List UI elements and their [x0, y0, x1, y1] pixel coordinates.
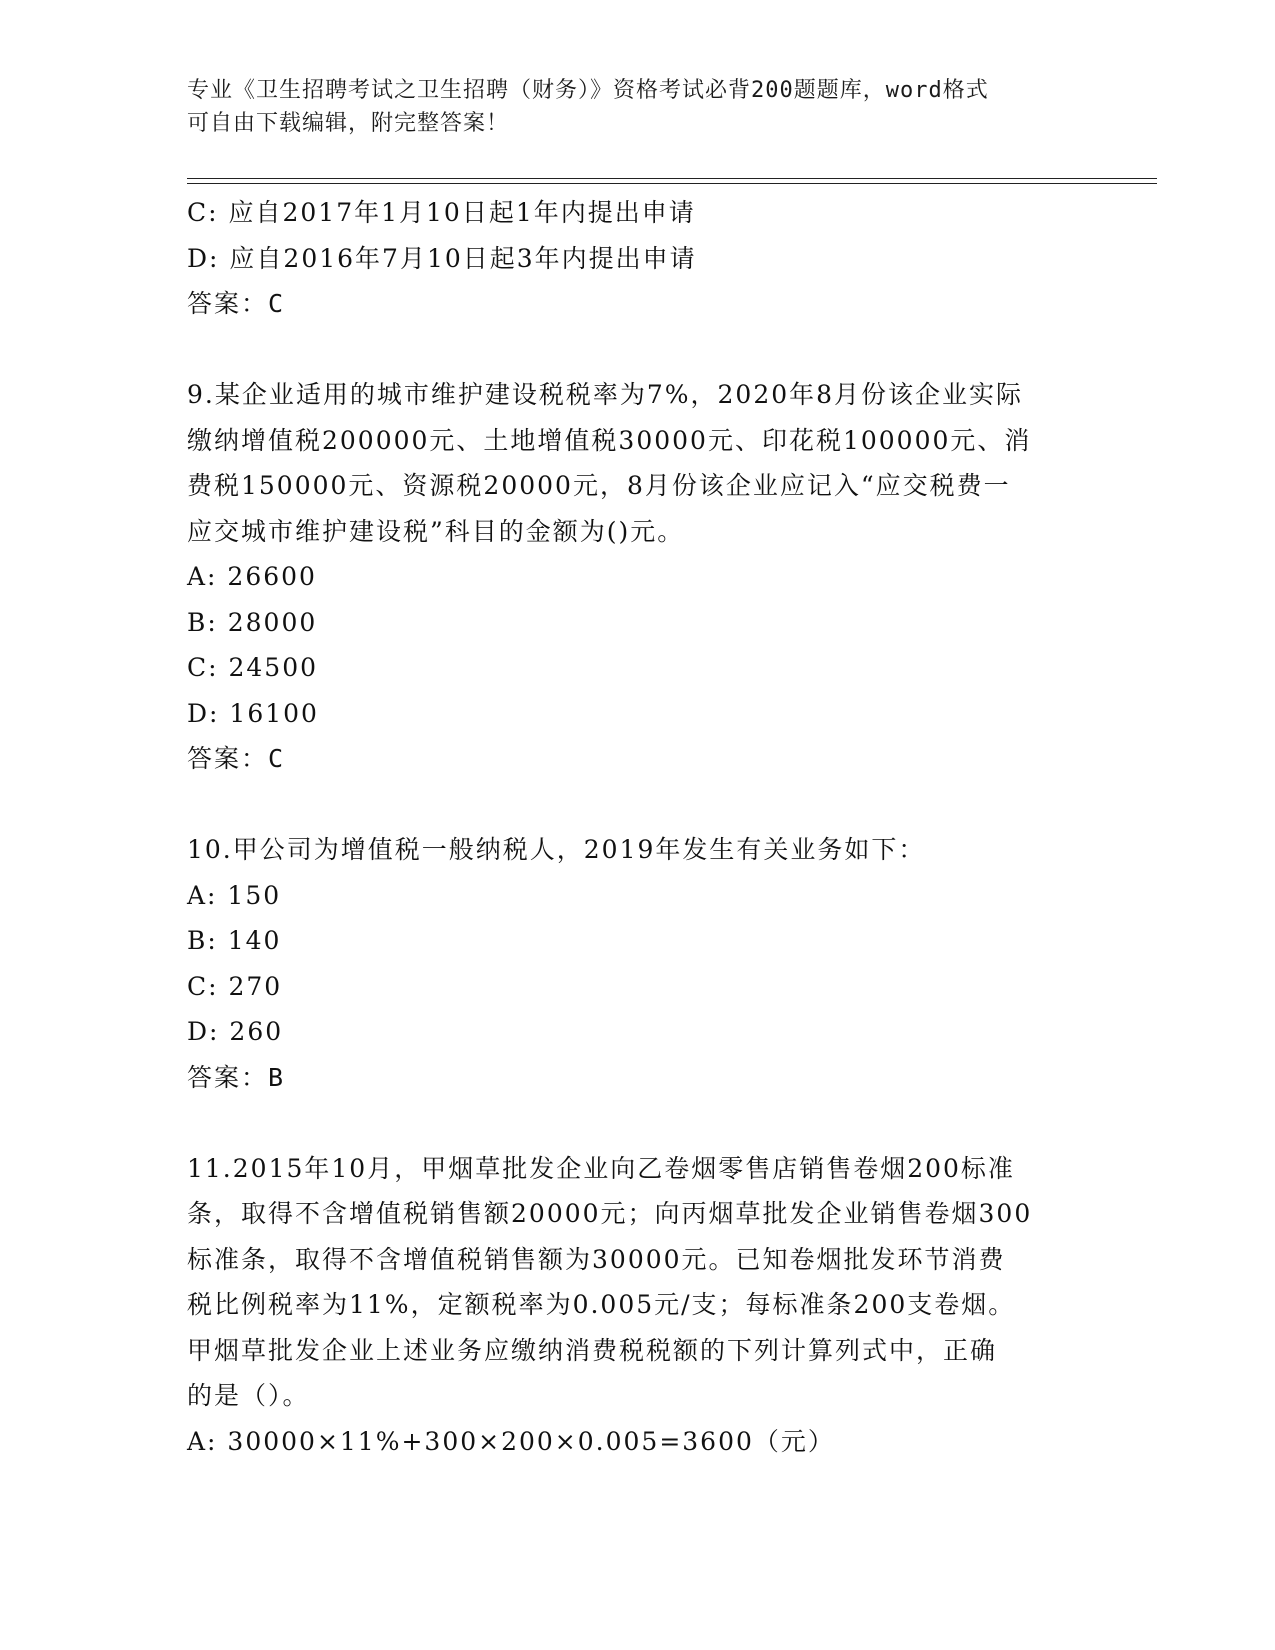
q11-stem-line-4: 税比例税率为11%，定额税率为0.005元/支；每标准条200支卷烟。	[187, 1290, 1016, 1319]
q8-option-d: D: 应自2016年7月10日起3年内提出申请	[187, 243, 697, 273]
q9-stem-line-2: 缴纳增值税200000元、土地增值税30000元、印花税100000元、消	[187, 425, 1032, 455]
header-divider-bottom	[187, 183, 1157, 184]
q9-stem-line-4: 应交城市维护建设税”科目的金额为()元。	[187, 516, 685, 546]
document-header	[187, 74, 1087, 140]
q9-answer: 答案：C	[187, 744, 286, 773]
q10-stem: 10.甲公司为增值税一般纳税人，2019年发生有关业务如下：	[187, 835, 926, 864]
header-title-line-2: 可自由下载编辑，附完整答案！	[187, 111, 510, 136]
spacer	[187, 782, 1087, 828]
q8-answer: 答案：C	[187, 289, 286, 318]
q11-option-a: A: 30000×11%+300×200×0.005=3600（元）	[187, 1426, 835, 1456]
q10-option-c: C: 270	[187, 971, 283, 1001]
question-content	[187, 190, 1087, 1464]
q9-option-c: C: 24500	[187, 653, 319, 682]
q11-stem-line-1: 11.2015年10月，甲烟草批发企业向乙卷烟零售店销售卷烟200标准	[187, 1153, 1015, 1183]
q11-stem-line-2: 条，取得不含增值税销售额20000元；向丙烟草批发企业销售卷烟300	[187, 1199, 1033, 1228]
q9-stem-line-3: 费税150000元、资源税20000元，8月份该企业应记入“应交税费一	[187, 471, 1011, 500]
q11-stem-line-3: 标准条，取得不含增值税销售额为30000元。已知卷烟批发环节消费	[187, 1244, 1006, 1274]
header-title-line-1: 专业《卫生招聘考试之卫生招聘（财务）》资格考试必背200题题库，word格式	[187, 78, 989, 103]
q11-stem-line-5: 甲烟草批发企业上述业务应缴纳消费税税额的下列计算列式中，正确	[187, 1335, 998, 1365]
q9-option-d: D: 16100	[187, 698, 319, 728]
q10-option-b: B: 140	[187, 926, 282, 955]
q10-answer: 答案：B	[187, 1062, 286, 1092]
q9-option-b: B: 28000	[187, 607, 318, 637]
q11-stem-line-6: 的是（）。	[187, 1381, 310, 1410]
header-divider-top	[187, 178, 1157, 179]
q9-option-a: A: 26600	[187, 562, 317, 591]
q8-option-c: C: 应自2017年1月10日起1年内提出申请	[187, 198, 696, 227]
spacer	[187, 327, 1087, 373]
q10-option-d: D: 260	[187, 1017, 284, 1046]
spacer	[187, 1100, 1087, 1146]
q10-option-a: A: 150	[187, 880, 282, 910]
q9-stem-line-1: 9.某企业适用的城市维护建设税税率为7%，2020年8月份该企业实际	[187, 380, 1024, 409]
